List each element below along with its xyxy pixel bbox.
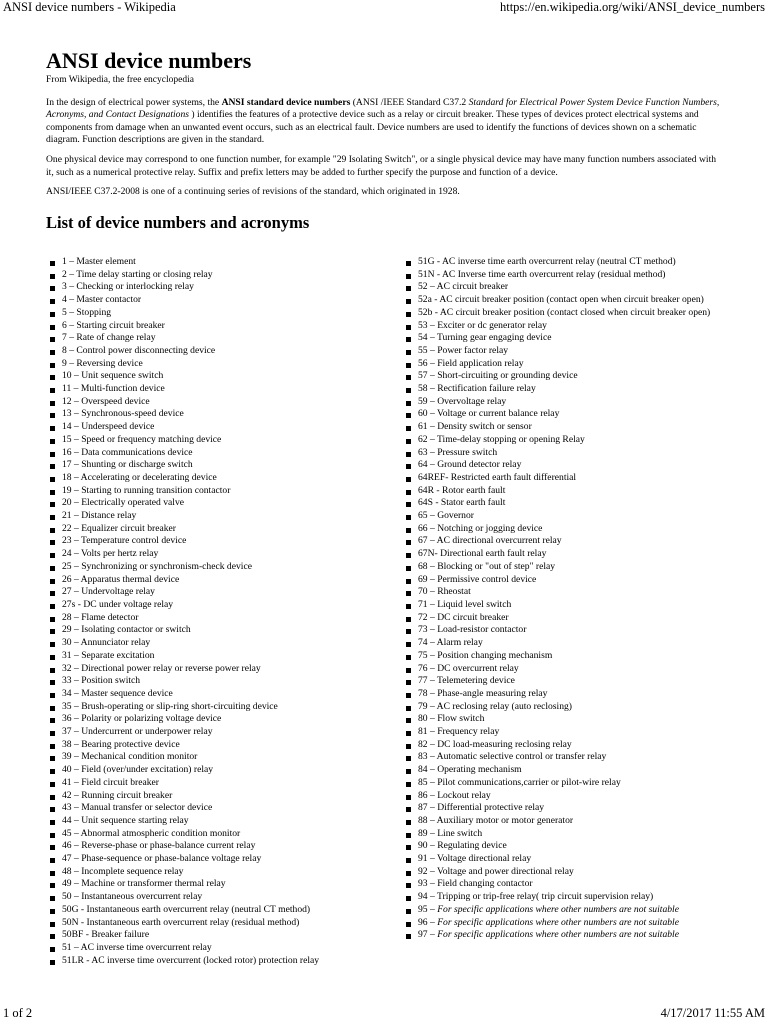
list-item: 27 – Undervoltage relay	[48, 586, 388, 599]
list-item: 50G - Instantaneous earth overcurrent relay (neutral CT method)	[48, 904, 388, 917]
list-item: 91 – Voltage directional relay	[404, 853, 724, 866]
list-item: 90 – Regulating device	[404, 840, 724, 853]
list-item	[404, 917, 724, 930]
list-item: 15 – Speed or frequency matching device	[48, 434, 388, 447]
list-item: 79 – AC reclosing relay (auto reclosing)	[404, 701, 724, 714]
list-item: 55 – Power factor relay	[404, 345, 724, 358]
list-item: 87 – Differential protective relay	[404, 802, 724, 815]
list-item: 1 – Master element	[48, 256, 388, 269]
list-item: 34 – Master sequence device	[48, 688, 388, 701]
list-item: 22 – Equalizer circuit breaker	[48, 523, 388, 536]
list-item: 65 – Governor	[404, 510, 724, 523]
list-item: 41 – Field circuit breaker	[48, 777, 388, 790]
list-item: 66 – Notching or jogging device	[404, 523, 724, 536]
device-list-left	[48, 256, 388, 967]
list-item: 93 – Field changing contactor	[404, 878, 724, 891]
list-item: 20 – Electrically operated valve	[48, 497, 388, 510]
list-item: 52a - AC circuit breaker position (contact open when circuit breaker open)	[404, 294, 724, 307]
list-item: 25 – Synchronizing or synchronism-check device	[48, 561, 388, 574]
list-item: 47 – Phase-sequence or phase-balance voltage relay	[48, 853, 388, 866]
list-item: 9 – Reversing device	[48, 358, 388, 371]
print-timestamp: 4/17/2017 11:55 AM	[660, 1006, 765, 1020]
list-item: 64R - Rotor earth fault	[404, 485, 724, 498]
list-item: 5 – Stopping	[48, 307, 388, 320]
print-header	[3, 0, 765, 18]
list-item: 51LR - AC inverse time overcurrent (locked rotor) protection relay	[48, 955, 388, 968]
list-item: 36 – Polarity or polarizing voltage device	[48, 713, 388, 726]
list-item: 82 – DC load-measuring reclosing relay	[404, 739, 724, 752]
list-item: 89 – Line switch	[404, 828, 724, 841]
list-item: 84 – Operating mechanism	[404, 764, 724, 777]
page-title: ANSI device numbers	[46, 48, 252, 73]
intro-paragraph	[46, 97, 724, 147]
list-item: 51G - AC inverse time earth overcurrent relay (neutral CT method)	[404, 256, 724, 269]
list-item: 28 – Flame detector	[48, 612, 388, 625]
list-item: 19 – Starting to running transition contactor	[48, 485, 388, 498]
list-item: 24 – Volts per hertz relay	[48, 548, 388, 561]
list-item: 57 – Short-circuiting or grounding device	[404, 370, 724, 383]
list-item: 18 – Accelerating or decelerating device	[48, 472, 388, 485]
list-item: 29 – Isolating contactor or switch	[48, 624, 388, 637]
list-item: 88 – Auxiliary motor or motor generator	[404, 815, 724, 828]
list-item: 3 – Checking or interlocking relay	[48, 281, 388, 294]
list-item: 69 – Permissive control device	[404, 574, 724, 587]
print-header-title: ANSI device numbers - Wikipedia	[3, 0, 176, 14]
list-item: 2 – Time delay starting or closing relay	[48, 269, 388, 282]
list-item: 80 – Flow switch	[404, 713, 724, 726]
list-item: 83 – Automatic selective control or transfer relay	[404, 751, 724, 764]
list-item	[404, 904, 724, 917]
paragraph-2: One physical device may correspond to one function number, for example "29 Isolating Switch", or a single physical device may have many function numbers associated with it, such as a numerical protective relay. Suffix and prefix letters may be added to further specify the purpose and function of a device.	[46, 154, 717, 178]
list-item: 67 – AC directional overcurrent relay	[404, 535, 724, 548]
list-item: 62 – Time-delay stopping or opening Relay	[404, 434, 724, 447]
section-heading: List of device numbers and acronyms	[46, 212, 310, 232]
list-item: 75 – Position changing mechanism	[404, 650, 724, 663]
list-item: 70 – Rheostat	[404, 586, 724, 599]
list-item: 14 – Underspeed device	[48, 421, 388, 434]
list-item: 51 – AC inverse time overcurrent relay	[48, 942, 388, 955]
list-item: 64 – Ground detector relay	[404, 459, 724, 472]
intro-text-2: (ANSI /IEEE Standard C37.2	[350, 97, 469, 108]
list-item: 26 – Apparatus thermal device	[48, 574, 388, 587]
list-item: 78 – Phase-angle measuring relay	[404, 688, 724, 701]
list-item: 11 – Multi-function device	[48, 383, 388, 396]
list-item: 86 – Lockout relay	[404, 790, 724, 803]
list-item: 40 – Field (over/under excitation) relay	[48, 764, 388, 777]
list-item-text: For specific applications where other numbers are not suitable	[437, 903, 679, 915]
list-item: 17 – Shunting or discharge switch	[48, 459, 388, 472]
list-item-text: For specific applications where other numbers are not suitable	[437, 916, 679, 928]
list-item: 37 – Undercurrent or underpower relay	[48, 726, 388, 739]
intro-text-3: ) identifies the features of a protective device such as a relay or circuit breaker. These types of devices protect electrical systems and components from damage when an unwanted event occurs, such as an electrical fault. Device numbers are used to identify the functions of devices shown on a schematic diagram. Function descriptions are given in the standard.	[46, 109, 699, 146]
list-item: 64REF- Restricted earth fault differential	[404, 472, 724, 485]
list-item: 45 – Abnormal atmospheric condition monitor	[48, 828, 388, 841]
list-item: 76 – DC overcurrent relay	[404, 663, 724, 676]
list-item: 74 – Alarm relay	[404, 637, 724, 650]
list-item: 48 – Incomplete sequence relay	[48, 866, 388, 879]
list-item: 30 – Annunciator relay	[48, 637, 388, 650]
intro-standard-title: Standard for Electrical Power System Device Function Numbers, Acronyms, and Contact Designations	[46, 97, 720, 121]
list-item: 85 – Pilot communications,carrier or pilot-wire relay	[404, 777, 724, 790]
list-item: 63 – Pressure switch	[404, 447, 724, 460]
list-item: 72 – DC circuit breaker	[404, 612, 724, 625]
list-item: 81 – Frequency relay	[404, 726, 724, 739]
list-item: 60 – Voltage or current balance relay	[404, 408, 724, 421]
list-item: 56 – Field application relay	[404, 358, 724, 371]
list-item: 52 – AC circuit breaker	[404, 281, 724, 294]
list-item: 49 – Machine or transformer thermal relay	[48, 878, 388, 891]
list-item: 50 – Instantaneous overcurrent relay	[48, 891, 388, 904]
list-item: 73 – Load-resistor contactor	[404, 624, 724, 637]
list-item: 32 – Directional power relay or reverse power relay	[48, 663, 388, 676]
list-item: 59 – Overvoltage relay	[404, 396, 724, 409]
list-item: 67N- Directional earth fault relay	[404, 548, 724, 561]
list-item-number: 97 –	[418, 929, 438, 941]
list-item: 7 – Rate of change relay	[48, 332, 388, 345]
list-item: 4 – Master contactor	[48, 294, 388, 307]
article-content	[46, 48, 724, 240]
intro-text-1: In the design of electrical power systems, the	[46, 97, 222, 108]
list-item: 54 – Turning gear engaging device	[404, 332, 724, 345]
list-item: 6 – Starting circuit breaker	[48, 320, 388, 333]
list-item-text: For specific applications where other numbers are not suitable	[437, 929, 679, 941]
list-item: 16 – Data communications device	[48, 447, 388, 460]
page-subtitle: From Wikipedia, the free encyclopedia	[46, 75, 194, 85]
list-item: 46 – Reverse-phase or phase-balance current relay	[48, 840, 388, 853]
list-item: 35 – Brush-operating or slip-ring short-circuiting device	[48, 701, 388, 714]
list-item: 10 – Unit sequence switch	[48, 370, 388, 383]
list-item: 68 – Blocking or "out of step" relay	[404, 561, 724, 574]
list-item: 50N - Instantaneous earth overcurrent relay (residual method)	[48, 917, 388, 930]
list-item: 44 – Unit sequence starting relay	[48, 815, 388, 828]
list-item: 33 – Position switch	[48, 675, 388, 688]
list-item-number: 96 –	[418, 916, 438, 928]
list-item: 8 – Control power disconnecting device	[48, 345, 388, 358]
list-item: 71 – Liquid level switch	[404, 599, 724, 612]
list-item: 43 – Manual transfer or selector device	[48, 802, 388, 815]
list-item: 61 – Density switch or sensor	[404, 421, 724, 434]
list-item: 13 – Synchronous-speed device	[48, 408, 388, 421]
list-item: 77 – Telemetering device	[404, 675, 724, 688]
list-item: 64S - Stator earth fault	[404, 497, 724, 510]
list-item: 94 – Tripping or trip-free relay( trip circuit supervision relay)	[404, 891, 724, 904]
paragraph-3: ANSI/IEEE C37.2-2008 is one of a continuing series of revisions of the standard, which originated in 1928.	[46, 186, 460, 198]
list-item-number: 95 –	[418, 903, 438, 915]
print-footer	[3, 1006, 765, 1024]
list-item: 21 – Distance relay	[48, 510, 388, 523]
print-header-url[interactable]: https://en.wikipedia.org/wiki/ANSI_device_numbers	[499, 0, 765, 14]
list-item: 42 – Running circuit breaker	[48, 790, 388, 803]
list-item: 27s - DC under voltage relay	[48, 599, 388, 612]
list-item: 92 – Voltage and power directional relay	[404, 866, 724, 879]
intro-bold-term: ANSI standard device numbers	[221, 97, 351, 108]
list-item: 52b - AC circuit breaker position (contact closed when circuit breaker open)	[404, 307, 724, 320]
device-list-right	[404, 256, 724, 942]
list-item: 51N - AC Inverse time earth overcurrent relay (residual method)	[404, 269, 724, 282]
list-item: 58 – Rectification failure relay	[404, 383, 724, 396]
list-item: 53 – Exciter or dc generator relay	[404, 320, 724, 333]
list-item: 12 – Overspeed device	[48, 396, 388, 409]
list-item: 38 – Bearing protective device	[48, 739, 388, 752]
list-item: 23 – Temperature control device	[48, 535, 388, 548]
list-item: 31 – Separate excitation	[48, 650, 388, 663]
list-item: 39 – Mechanical condition monitor	[48, 751, 388, 764]
list-item: 50BF - Breaker failure	[48, 929, 388, 942]
list-item	[404, 929, 724, 942]
page-count: 1 of 2	[3, 1006, 33, 1020]
